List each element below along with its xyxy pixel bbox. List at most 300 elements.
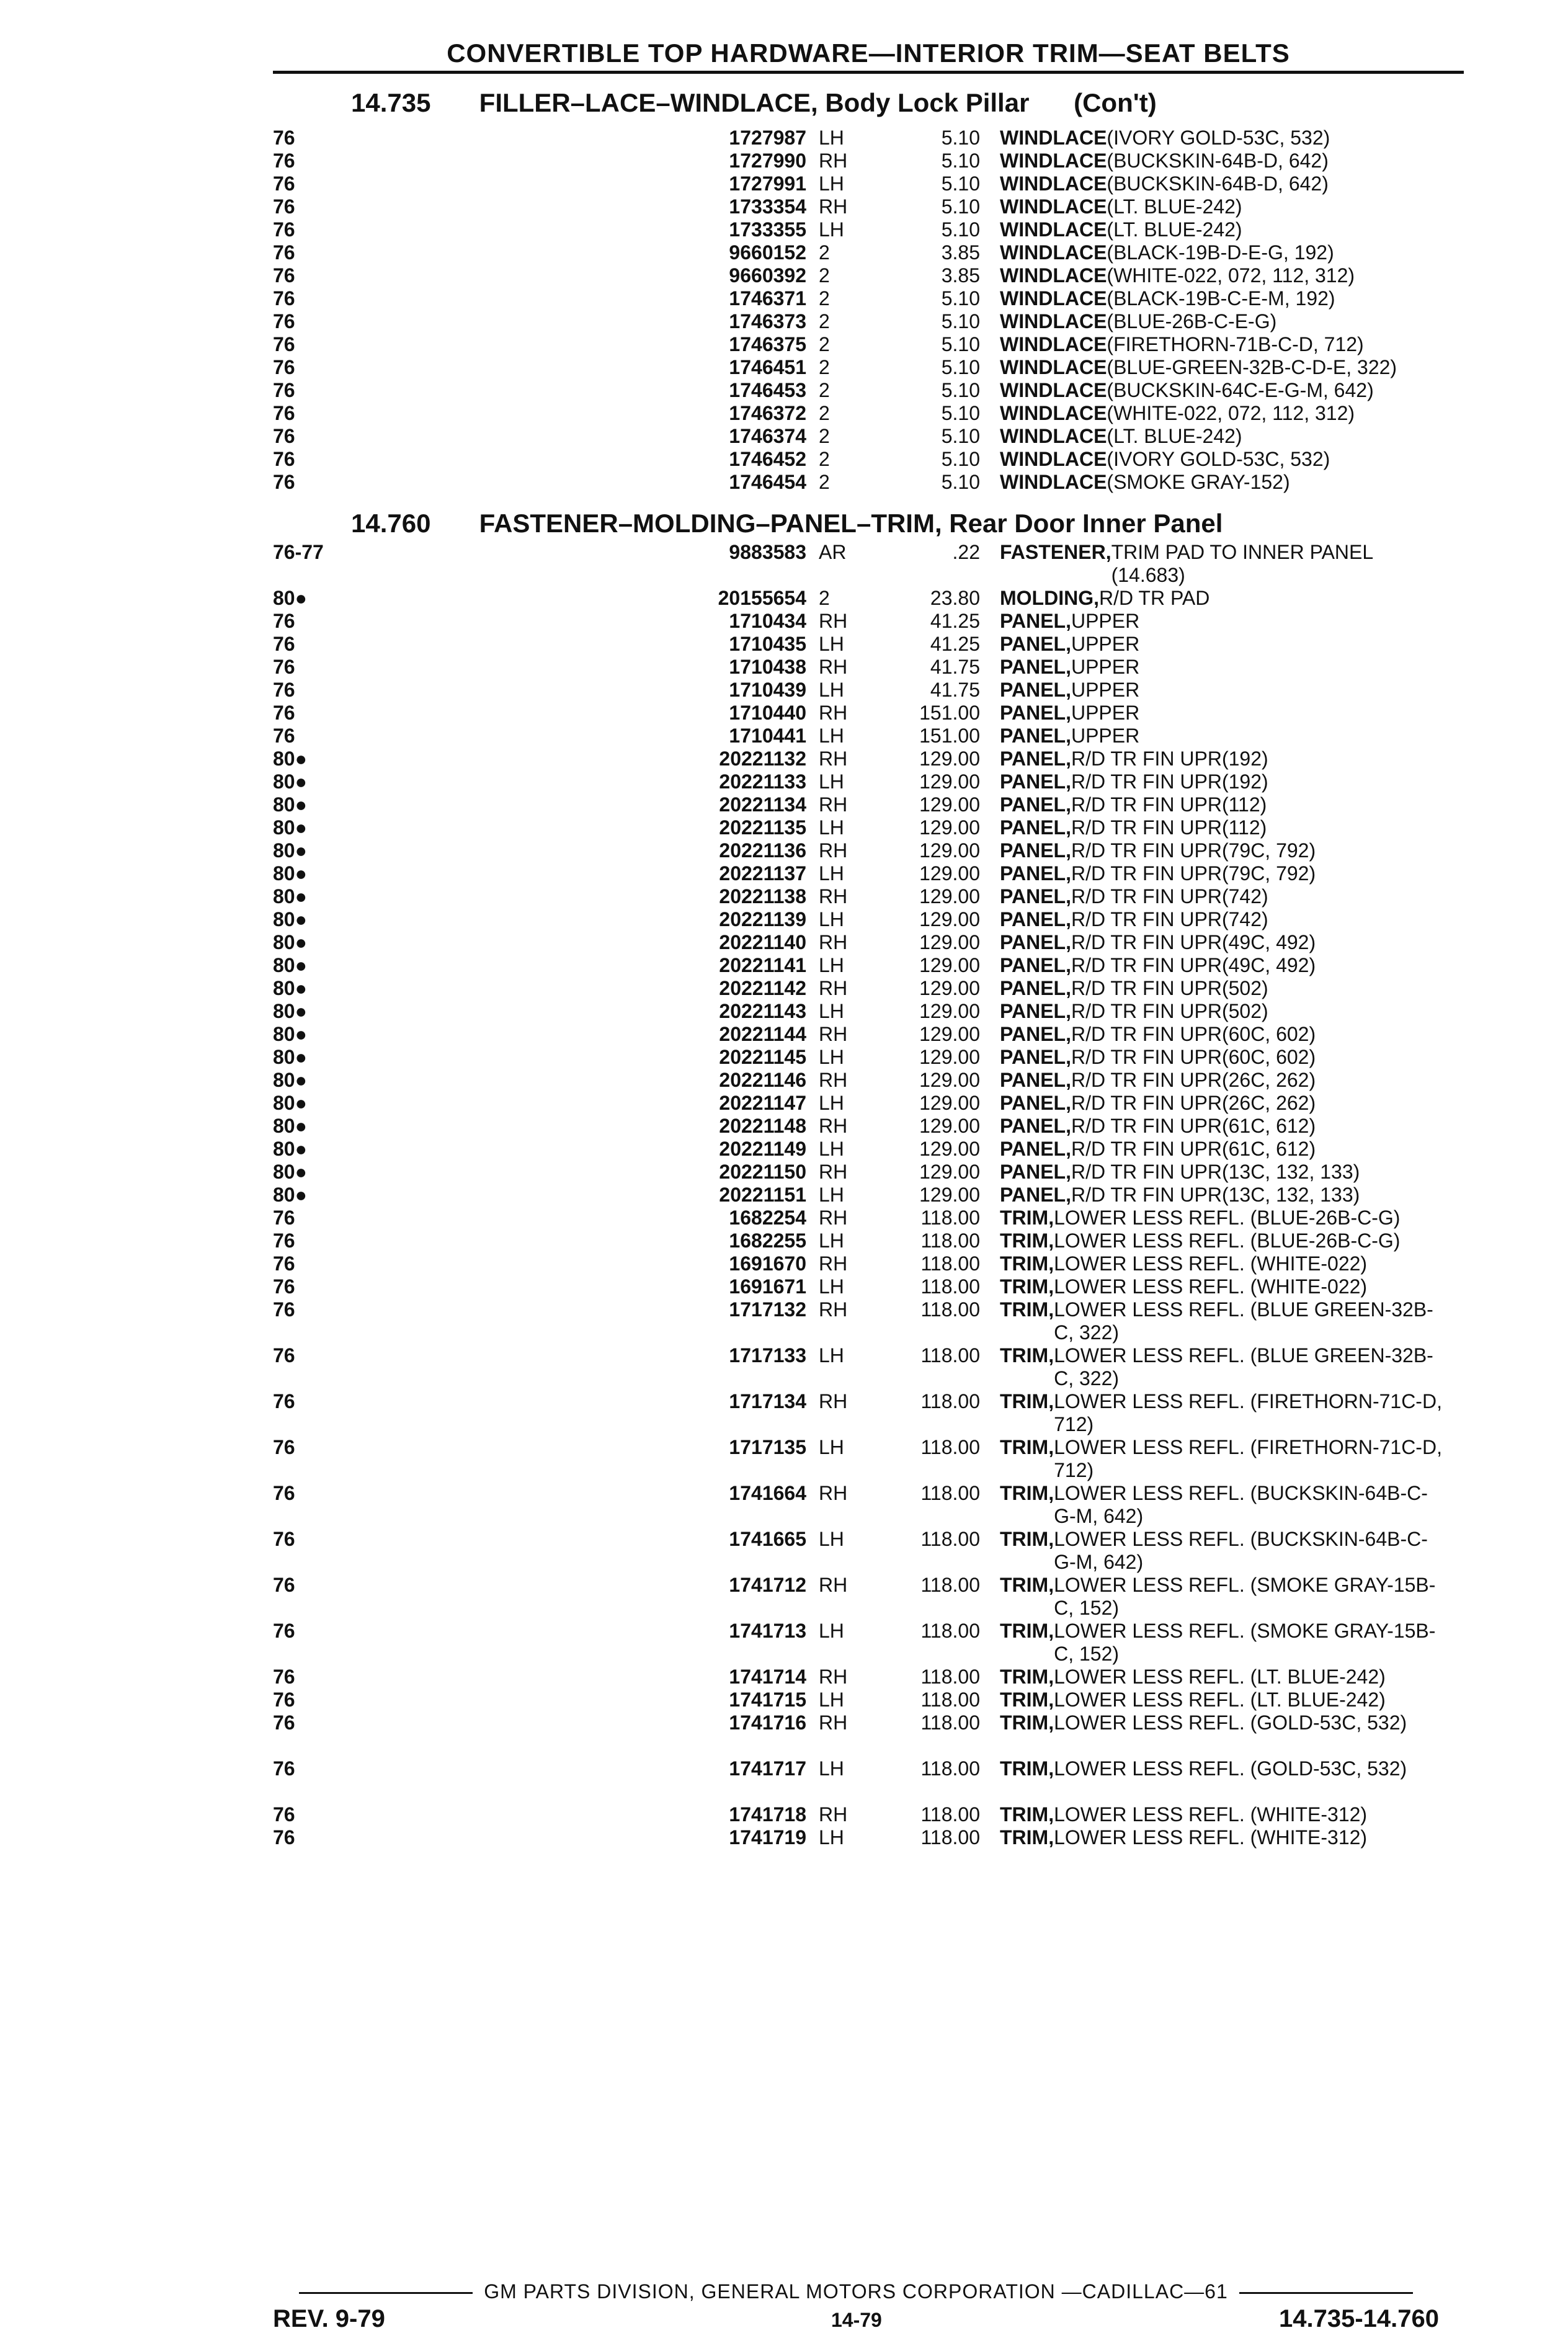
description-text: R/D TR FIN UPR(742)	[1071, 908, 1268, 930]
model-year: 80●	[273, 1092, 307, 1114]
quantity: 2	[819, 264, 830, 287]
model-year: 76	[273, 471, 295, 493]
quantity: LH	[819, 954, 844, 976]
price: 118.00	[920, 1528, 980, 1550]
part-number: 1727991	[729, 172, 806, 195]
quantity: LH	[819, 1688, 844, 1711]
description-text: (SMOKE GRAY-152)	[1107, 471, 1290, 493]
part-number: 1746372	[729, 402, 806, 424]
description-text: R/D TR FIN UPR(13C, 132, 133)	[1071, 1161, 1360, 1183]
table-row	[0, 977, 1568, 1000]
description	[1000, 1688, 1446, 1711]
price: 5.10	[941, 127, 980, 149]
model-year: 80●	[273, 1184, 307, 1206]
description-text: R/D TR FIN UPR(192)	[1071, 747, 1268, 770]
description-keyword: PANEL,	[1000, 816, 1071, 839]
description-text: R/D TR FIN UPR(502)	[1071, 1000, 1268, 1022]
model-year: 76	[273, 264, 295, 287]
quantity: 2	[819, 471, 830, 493]
description-keyword: TRIM,	[1000, 1298, 1054, 1321]
description-keyword: WINDLACE	[1000, 195, 1107, 218]
description-text: (WHITE-022, 072, 112, 312)	[1107, 264, 1355, 287]
description-keyword: TRIM,	[1000, 1275, 1054, 1298]
model-year: 80●	[273, 977, 307, 999]
quantity: LH	[819, 1344, 844, 1367]
part-number: 1717134	[729, 1390, 806, 1412]
table-row	[0, 172, 1568, 195]
page-number: 14-79	[831, 2309, 882, 2331]
description-keyword: PANEL,	[1000, 1000, 1071, 1022]
quantity: 2	[819, 402, 830, 424]
description-keyword: PANEL,	[1000, 885, 1071, 908]
model-year: 76	[273, 425, 295, 447]
description	[1000, 1000, 1446, 1023]
table-row	[0, 333, 1568, 356]
description-text: (FIRETHORN-71B-C-D, 712)	[1107, 333, 1364, 355]
model-year: 76	[273, 1390, 295, 1412]
quantity: LH	[819, 1046, 844, 1068]
table-row	[0, 793, 1568, 816]
section-number: 14.735	[351, 88, 431, 117]
description	[1000, 885, 1446, 908]
description	[1000, 1620, 1446, 1665]
price: 3.85	[941, 241, 980, 264]
description-keyword: WINDLACE	[1000, 287, 1107, 310]
description-keyword: TRIM,	[1000, 1757, 1054, 1780]
model-year: 80●	[273, 954, 307, 976]
description-text: R/D TR FIN UPR(79C, 792)	[1071, 839, 1316, 862]
description-text: UPPER	[1071, 656, 1140, 678]
price: 118.00	[920, 1482, 980, 1504]
description-keyword: WINDLACE	[1000, 402, 1107, 424]
part-number: 20221143	[719, 1000, 806, 1022]
description	[1000, 1757, 1446, 1780]
model-year: 76	[273, 1688, 295, 1711]
part-number: 1746454	[729, 471, 806, 493]
part-number: 1682255	[729, 1229, 806, 1252]
description	[1000, 1207, 1446, 1229]
description-text: R/D TR FIN UPR(502)	[1071, 977, 1268, 999]
table-row	[0, 195, 1568, 218]
quantity: RH	[819, 747, 848, 770]
model-year: 80●	[273, 908, 307, 930]
quantity: RH	[819, 1023, 848, 1045]
price: 118.00	[920, 1252, 980, 1275]
model-year: 80●	[273, 1069, 307, 1091]
model-year: 76	[273, 402, 295, 424]
description	[1000, 1046, 1446, 1069]
quantity: LH	[819, 218, 844, 241]
description	[1000, 149, 1446, 172]
description-keyword: PANEL,	[1000, 954, 1071, 976]
description	[1000, 1252, 1446, 1275]
description	[1000, 310, 1446, 333]
quantity: LH	[819, 1275, 844, 1298]
description-text: (LT. BLUE-242)	[1107, 425, 1242, 447]
description	[1000, 1298, 1446, 1344]
description	[1000, 839, 1446, 862]
table-row	[0, 541, 1568, 587]
table-row	[0, 402, 1568, 425]
description	[1000, 656, 1446, 679]
price: 5.10	[941, 195, 980, 218]
description-keyword: PANEL,	[1000, 656, 1071, 678]
quantity: 2	[819, 379, 830, 401]
model-year: 80●	[273, 1115, 307, 1137]
part-number: 1746374	[729, 425, 806, 447]
part-number: 20221146	[719, 1069, 806, 1091]
table-row	[0, 725, 1568, 747]
price: 23.80	[930, 587, 980, 609]
description-keyword: WINDLACE	[1000, 379, 1107, 401]
model-year: 76	[273, 310, 295, 332]
model-year: 76	[273, 287, 295, 310]
description-keyword: PANEL,	[1000, 931, 1071, 953]
description	[1000, 1023, 1446, 1046]
price: 129.00	[919, 954, 980, 976]
description-text: (WHITE-022, 072, 112, 312)	[1107, 402, 1355, 424]
part-number: 1741713	[729, 1620, 806, 1642]
price: 129.00	[919, 1092, 980, 1114]
part-number: 1691671	[729, 1275, 806, 1298]
quantity: RH	[819, 1069, 848, 1091]
price: 5.10	[941, 471, 980, 493]
description	[1000, 816, 1446, 839]
part-number: 1717133	[729, 1344, 806, 1367]
quantity: LH	[819, 1138, 844, 1160]
description-keyword: TRIM,	[1000, 1390, 1054, 1412]
quantity: RH	[819, 1298, 848, 1321]
part-number: 1746373	[729, 310, 806, 332]
description-text: LOWER LESS REFL. (FIRETHORN-71C-D, 712)	[1054, 1390, 1442, 1435]
part-number: 9883583	[729, 541, 806, 563]
table-row	[0, 471, 1568, 494]
description-keyword: PANEL,	[1000, 747, 1071, 770]
price: 5.10	[941, 333, 980, 355]
description-keyword: TRIM,	[1000, 1666, 1054, 1688]
description-keyword: PANEL,	[1000, 977, 1071, 999]
quantity: RH	[819, 702, 848, 724]
description-text: UPPER	[1071, 702, 1140, 724]
model-year: 76	[273, 702, 295, 724]
description	[1000, 333, 1446, 356]
description-text: LOWER LESS REFL. (BUCKSKIN-64B-C-G-M, 642)	[1054, 1528, 1428, 1573]
part-number: 1733355	[729, 218, 806, 241]
quantity: 2	[819, 425, 830, 447]
description	[1000, 287, 1446, 310]
quantity: RH	[819, 839, 848, 862]
table-row	[0, 127, 1568, 149]
table-row	[0, 1138, 1568, 1161]
description-text: (LT. BLUE-242)	[1107, 195, 1242, 218]
quantity: LH	[819, 127, 844, 149]
price: 118.00	[920, 1275, 980, 1298]
description-text: (BLACK-19B-C-E-M, 192)	[1107, 287, 1335, 310]
description-text: LOWER LESS REFL. (SMOKE GRAY-15B-C, 152)	[1054, 1574, 1436, 1619]
table-row	[0, 862, 1568, 885]
description-keyword: PANEL,	[1000, 908, 1071, 930]
price: 118.00	[920, 1436, 980, 1458]
description	[1000, 356, 1446, 379]
quantity: RH	[819, 195, 848, 218]
model-year: 80●	[273, 1138, 307, 1160]
quantity: 2	[819, 310, 830, 332]
table-row	[0, 1161, 1568, 1184]
price: 41.75	[930, 656, 980, 678]
model-year: 76	[273, 1436, 295, 1458]
part-number: 1717135	[729, 1436, 806, 1458]
price: 129.00	[919, 1000, 980, 1022]
table-row	[0, 1069, 1568, 1092]
table-row	[0, 425, 1568, 448]
price: 118.00	[920, 1711, 980, 1734]
description-text: LOWER LESS REFL. (GOLD-53C, 532)	[1054, 1757, 1407, 1780]
table-row	[0, 218, 1568, 241]
quantity: LH	[819, 1436, 844, 1458]
part-number: 1741719	[729, 1826, 806, 1849]
description-text: R/D TR FIN UPR(61C, 612)	[1071, 1115, 1316, 1137]
quantity: LH	[819, 172, 844, 195]
description-text: LOWER LESS REFL. (BLUE-26B-C-G)	[1054, 1229, 1401, 1252]
section-heading-14760	[351, 509, 1223, 538]
description-keyword: TRIM,	[1000, 1229, 1054, 1252]
table-row	[0, 816, 1568, 839]
table-row	[0, 1436, 1568, 1482]
model-year: 76	[273, 633, 295, 655]
part-number: 20221138	[719, 885, 806, 908]
model-year: 80●	[273, 839, 307, 862]
price: 129.00	[919, 770, 980, 793]
price: 41.25	[930, 610, 980, 632]
table-row	[0, 587, 1568, 610]
quantity: 2	[819, 241, 830, 264]
quantity: LH	[819, 1757, 844, 1780]
model-year: 76-77	[273, 541, 324, 563]
quantity: LH	[819, 679, 844, 701]
description-text: LOWER LESS REFL. (BUCKSKIN-64B-C-G-M, 642)	[1054, 1482, 1428, 1527]
description	[1000, 379, 1446, 402]
description-text: R/D TR FIN UPR(61C, 612)	[1071, 1138, 1316, 1160]
model-year: 80●	[273, 1161, 307, 1183]
table-row	[0, 1000, 1568, 1023]
footer-rule-right	[1239, 2292, 1413, 2294]
model-year: 76	[273, 1757, 295, 1780]
description	[1000, 1275, 1446, 1298]
quantity: LH	[819, 1528, 844, 1550]
table-row	[0, 908, 1568, 931]
price: 151.00	[919, 702, 980, 724]
model-year: 76	[273, 656, 295, 678]
part-number: 20221132	[719, 747, 806, 770]
part-number: 20221140	[719, 931, 806, 953]
price: 5.10	[941, 218, 980, 241]
price: 118.00	[920, 1229, 980, 1252]
description-keyword: PANEL,	[1000, 1161, 1071, 1183]
description	[1000, 977, 1446, 1000]
description	[1000, 264, 1446, 287]
description-text: (IVORY GOLD-53C, 532)	[1107, 448, 1330, 470]
price: 5.10	[941, 356, 980, 378]
price: 118.00	[920, 1666, 980, 1688]
price: 5.10	[941, 310, 980, 332]
price: 129.00	[919, 931, 980, 953]
price: 5.10	[941, 425, 980, 447]
table-row	[0, 1275, 1568, 1298]
quantity: LH	[819, 862, 844, 885]
description-text: UPPER	[1071, 610, 1140, 632]
model-year: 76	[273, 379, 295, 401]
model-year: 76	[273, 610, 295, 632]
description-text: LOWER LESS REFL. (WHITE-022)	[1054, 1275, 1368, 1298]
section-title: FILLER–LACE–WINDLACE, Body Lock Pillar	[479, 88, 1030, 117]
description-keyword: TRIM,	[1000, 1252, 1054, 1275]
description	[1000, 931, 1446, 954]
table-row	[0, 1666, 1568, 1688]
description-keyword: PANEL,	[1000, 770, 1071, 793]
price: 129.00	[919, 1138, 980, 1160]
table-row	[0, 1390, 1568, 1436]
description	[1000, 1574, 1446, 1619]
part-number: 20221134	[719, 793, 806, 816]
description-text: (BUCKSKIN-64B-D, 642)	[1107, 149, 1329, 172]
table-row	[0, 770, 1568, 793]
table-row	[0, 885, 1568, 908]
description-keyword: WINDLACE	[1000, 333, 1107, 355]
price: 3.85	[941, 264, 980, 287]
description-text: R/D TR FIN UPR(79C, 792)	[1071, 862, 1316, 885]
part-number: 1741665	[729, 1528, 806, 1550]
quantity: 2	[819, 448, 830, 470]
quantity: RH	[819, 931, 848, 953]
table-row	[0, 1207, 1568, 1229]
part-number: 20221135	[719, 816, 806, 839]
description-text: R/D TR FIN UPR(60C, 602)	[1071, 1023, 1316, 1045]
description	[1000, 1161, 1446, 1184]
table-row	[0, 839, 1568, 862]
model-year: 76	[273, 1275, 295, 1298]
description-keyword: WINDLACE	[1000, 172, 1107, 195]
part-number: 1710438	[729, 656, 806, 678]
description-text: (BLUE-26B-C-E-G)	[1107, 310, 1277, 332]
description-text: (BLACK-19B-D-E-G, 192)	[1107, 241, 1334, 264]
section-continued: (Con't)	[1074, 88, 1157, 117]
description	[1000, 425, 1446, 448]
description-text: LOWER LESS REFL. (BLUE GREEN-32B-C, 322)	[1054, 1298, 1433, 1344]
part-number: 20221150	[719, 1161, 806, 1183]
part-number: 20221142	[719, 977, 806, 999]
model-year: 76	[273, 1620, 295, 1642]
description-keyword: WINDLACE	[1000, 425, 1107, 447]
quantity: AR	[819, 541, 847, 563]
quantity: LH	[819, 1229, 844, 1252]
part-number: 20221147	[719, 1092, 806, 1114]
model-year: 76	[273, 241, 295, 264]
quantity: RH	[819, 149, 848, 172]
description	[1000, 862, 1446, 885]
price: .22	[952, 541, 980, 563]
part-number: 1691670	[729, 1252, 806, 1275]
model-year: 76	[273, 1207, 295, 1229]
description-text: (LT. BLUE-242)	[1107, 218, 1242, 241]
price: 118.00	[920, 1390, 980, 1412]
table-row	[0, 310, 1568, 333]
description-text: (BLUE-GREEN-32B-C-D-E, 322)	[1107, 356, 1397, 378]
description	[1000, 1138, 1446, 1161]
price: 151.00	[919, 725, 980, 747]
description-keyword: PANEL,	[1000, 1046, 1071, 1068]
table-row	[0, 931, 1568, 954]
page-header	[273, 38, 1464, 74]
table-row	[0, 679, 1568, 702]
description	[1000, 702, 1446, 725]
model-year: 76	[273, 1229, 295, 1252]
table-row	[0, 1826, 1568, 1849]
description	[1000, 1184, 1446, 1207]
page-title: CONVERTIBLE TOP HARDWARE—INTERIOR TRIM—SEAT BELTS	[447, 38, 1290, 68]
table-row	[0, 954, 1568, 977]
table-row	[0, 633, 1568, 656]
quantity: LH	[819, 1826, 844, 1849]
section-number: 14.760	[351, 509, 431, 538]
description-keyword: TRIM,	[1000, 1803, 1054, 1826]
description-text: (BUCKSKIN-64B-D, 642)	[1107, 172, 1329, 195]
model-year: 76	[273, 333, 295, 355]
price: 118.00	[920, 1757, 980, 1780]
table-row	[0, 1757, 1568, 1803]
description-keyword: TRIM,	[1000, 1711, 1054, 1734]
description	[1000, 747, 1446, 770]
table-row	[0, 264, 1568, 287]
part-number: 20155654	[718, 587, 806, 609]
description-keyword: TRIM,	[1000, 1344, 1054, 1367]
model-year: 76	[273, 1803, 295, 1826]
description	[1000, 541, 1446, 586]
part-number: 1741664	[729, 1482, 806, 1504]
description-text: R/D TR FIN UPR(112)	[1071, 793, 1267, 816]
model-year: 76	[273, 127, 295, 149]
description-keyword: TRIM,	[1000, 1436, 1054, 1458]
table-row	[0, 1344, 1568, 1390]
part-number: 1741715	[729, 1688, 806, 1711]
table-row	[0, 1229, 1568, 1252]
description	[1000, 908, 1446, 931]
table-row	[0, 1046, 1568, 1069]
table-row	[0, 1184, 1568, 1207]
description-text: UPPER	[1071, 633, 1140, 655]
quantity: RH	[819, 885, 848, 908]
description-text: LOWER LESS REFL. (WHITE-312)	[1054, 1803, 1368, 1826]
description	[1000, 1344, 1446, 1390]
model-year: 76	[273, 1666, 295, 1688]
description-keyword: PANEL,	[1000, 1092, 1071, 1114]
description-text: LOWER LESS REFL. (FIRETHORN-71C-D, 712)	[1054, 1436, 1442, 1481]
quantity: LH	[819, 1184, 844, 1206]
table-row	[0, 1115, 1568, 1138]
footer-division-text: GM PARTS DIVISION, GENERAL MOTORS CORPORATION —CADILLAC—61	[484, 2280, 1228, 2303]
description	[1000, 1436, 1446, 1481]
table-row	[0, 1528, 1568, 1574]
description-keyword: PANEL,	[1000, 1023, 1071, 1045]
part-number: 20221148	[719, 1115, 806, 1137]
quantity: RH	[819, 1207, 848, 1229]
price: 5.10	[941, 402, 980, 424]
description-text: R/D TR FIN UPR(26C, 262)	[1071, 1069, 1316, 1091]
parts-table-14735	[0, 127, 1568, 494]
description-keyword: PANEL,	[1000, 1138, 1071, 1160]
price: 5.10	[941, 172, 980, 195]
table-row	[0, 1023, 1568, 1046]
table-row	[0, 656, 1568, 679]
